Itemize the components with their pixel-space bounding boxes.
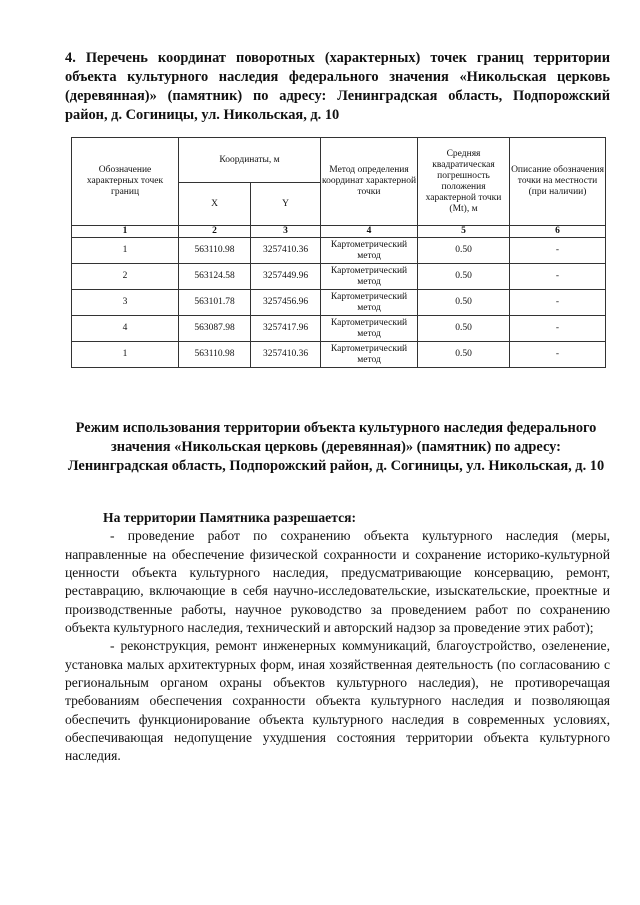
header-designation: Обозначение характерных точек границ: [72, 138, 179, 226]
cell-x: 563110.98: [179, 238, 251, 264]
header-x: X: [179, 183, 251, 226]
cell-error: 0.50: [418, 238, 510, 264]
cell-x: 563087.98: [179, 316, 251, 342]
cell-method: Картометрический метод: [321, 342, 418, 368]
section-heading: 4. Перечень координат поворотных (характерных) точек границ территории объекта культурного наследия федерального значения «Никольская церковь (деревянная)» (памятник) по адресу: Ленинградская область, Подпорожский район, д. Согиницы, ул. Никольская, д. 10: [65, 50, 610, 123]
cell-method: Картометрический метод: [321, 238, 418, 264]
header-method: Метод определения координат характерной точки: [321, 138, 418, 226]
table-row: [72, 316, 606, 342]
header-coords: Координаты, м: [179, 138, 321, 183]
cell-method: Картометрический метод: [321, 264, 418, 290]
column-number: 4: [321, 226, 418, 238]
allowed-item-reconstruction: - реконструкция, ремонт инженерных коммуникаций, благоустройство, озеленение, установка малых архитектурных форм, иная хозяйственная деятельность (по согласованию с региональным органом охраны объектов культурного наследия), не противоречащая требованиям обеспечения сохранности объекта культурного наследия и позволяющая обеспечить функционирование объекта культурного наследия в современных условиях, обеспечивающая недопущение ухудшения состояния территории объекта культурного наследия.: [65, 638, 610, 764]
cell-point: 2: [72, 264, 179, 290]
table-row: [72, 342, 606, 368]
column-number-row: [72, 226, 606, 238]
header-y: Y: [251, 183, 321, 226]
table-row: [72, 238, 606, 264]
cell-y: 3257410.36: [251, 342, 321, 368]
cell-point: 3: [72, 290, 179, 316]
allowed-heading: На территории Памятника разрешается:: [103, 510, 356, 525]
cell-error: 0.50: [418, 342, 510, 368]
regime-title: Режим использования территории объекта культурного наследия федерального значения «Никольская церковь (деревянная)» (памятник) по адресу: Ленинградская область, Подпорожский район, д. Согиницы, ул. Никольская, д. 10: [67, 420, 605, 474]
cell-y: 3257449.96: [251, 264, 321, 290]
cell-description: -: [510, 290, 606, 316]
cell-description: -: [510, 264, 606, 290]
column-number: 2: [179, 226, 251, 238]
cell-error: 0.50: [418, 316, 510, 342]
cell-error: 0.50: [418, 290, 510, 316]
column-number: 3: [251, 226, 321, 238]
cell-description: -: [510, 342, 606, 368]
cell-x: 563101.78: [179, 290, 251, 316]
cell-y: 3257456.96: [251, 290, 321, 316]
column-number: 1: [72, 226, 179, 238]
cell-error: 0.50: [418, 264, 510, 290]
table-row: [72, 264, 606, 290]
cell-description: -: [510, 316, 606, 342]
cell-point: 4: [72, 316, 179, 342]
cell-method: Картометрический метод: [321, 290, 418, 316]
column-number: 6: [510, 226, 606, 238]
table-row: [72, 290, 606, 316]
cell-point: 1: [72, 342, 179, 368]
column-number: 5: [418, 226, 510, 238]
header-description: Описание обозначения точки на местности (при наличии): [510, 138, 606, 226]
allowed-item-preservation: - проведение работ по сохранению объекта культурного наследия (меры, направленные на обеспечение физической сохранности и сохранение историко-культурной ценности объекта культурного наследия, предусматривающие консервацию, ремонт, реставрацию, включающие в себя научно-исследовательские, изыскательские, проектные и производственные работы, научное руководство за проведением работ по сохранению объекта культурного наследия, технический и авторский надзор за проведение этих работ);: [65, 528, 610, 636]
cell-x: 563110.98: [179, 342, 251, 368]
cell-method: Картометрический метод: [321, 316, 418, 342]
header-error: Средняя квадратическая погрешность положения характерной точки (Mt), м: [418, 138, 510, 226]
cell-point: 1: [72, 238, 179, 264]
coordinates-table: [71, 137, 606, 368]
cell-y: 3257410.36: [251, 238, 321, 264]
cell-x: 563124.58: [179, 264, 251, 290]
regime-body: [65, 509, 610, 766]
cell-y: 3257417.96: [251, 316, 321, 342]
cell-description: -: [510, 238, 606, 264]
table-header-row: [72, 138, 606, 183]
